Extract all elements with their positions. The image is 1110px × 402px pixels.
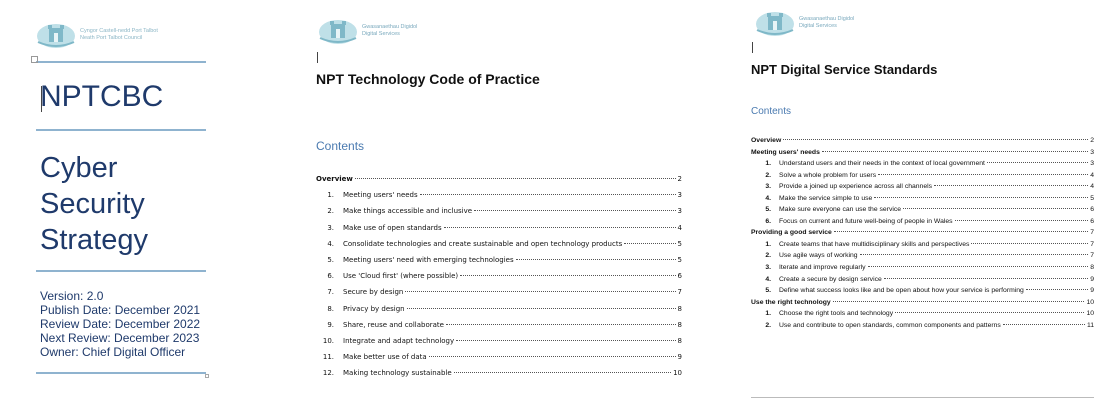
toc-entry-label: Understand users and their needs in the context of local government [779, 160, 985, 168]
logo-text-english: Digital Services [799, 23, 837, 29]
toc-entry[interactable] [316, 337, 682, 353]
toc-entry-number: 1. [765, 310, 771, 318]
toc-entry[interactable] [316, 207, 682, 223]
org-name: NPTCBC [40, 80, 164, 113]
council-logo [36, 20, 158, 50]
toc-page-number: 6 [1090, 206, 1094, 214]
owner: Owner: Chief Digital Officer [40, 345, 186, 359]
toc-entry[interactable] [316, 256, 682, 272]
page-edge [751, 397, 1094, 398]
divider [36, 270, 206, 272]
toc-page-number: 3 [1090, 160, 1094, 168]
toc-entry-number: 1. [765, 240, 771, 248]
toc-page-number: 8 [677, 304, 682, 313]
toc-leader-dots [878, 174, 1088, 175]
toc-leader-dots [420, 194, 676, 195]
toc-page-number: 4 [1090, 171, 1094, 179]
toc-entry-number: 3. [327, 223, 334, 232]
toc-page-number: 5 [677, 239, 682, 248]
toc-entry-number: 8. [327, 304, 334, 313]
toc-entry-number: 12. [322, 369, 334, 378]
toc-entry[interactable] [751, 287, 1094, 299]
toc-leader-dots [987, 162, 1088, 163]
toc-page-number: 7 [677, 288, 682, 297]
toc-leader-dots [460, 275, 675, 276]
toc-entry-number: 4. [327, 239, 334, 248]
toc-entry-label: Define what success looks like and be open about how your service is performing [779, 287, 1024, 295]
toc-leader-dots [456, 340, 675, 341]
toc-leader-dots [895, 312, 1084, 313]
digital-services-logo [318, 16, 417, 46]
toc-entry[interactable] [751, 276, 1094, 288]
title-line: Cyber [40, 152, 118, 184]
toc-page-number: 3 [1090, 148, 1094, 156]
toc-leader-dots [903, 208, 1088, 209]
toc-entry-label: Solve a whole problem for users [779, 171, 877, 179]
toc-page-number: 6 [677, 272, 682, 281]
toc-leader-dots [860, 254, 1089, 255]
toc-page-number: 6 [1090, 217, 1094, 225]
toc-entry-label: Make things accessible and inclusive [343, 207, 473, 216]
toc-entry-label: Use agile ways of working [779, 252, 858, 260]
toc-leader-dots [1026, 289, 1088, 290]
toc-entry[interactable] [316, 321, 682, 337]
toc-leader-dots [934, 185, 1088, 186]
toc-leader-dots [446, 324, 676, 325]
technology-code-of-practice-page [300, 0, 700, 402]
toc-entry-number: 6. [327, 272, 334, 281]
toc-entry-number: 5. [327, 255, 334, 264]
toc-page-number: 4 [1090, 183, 1094, 191]
toc-entry[interactable] [751, 183, 1094, 195]
toc-entry-number: 9. [327, 320, 334, 329]
toc-entry-number: 3. [765, 264, 771, 272]
toc-entry-number: 1. [327, 191, 334, 200]
logo-text-welsh: Gwasanaethau Digidol [799, 16, 855, 22]
review-date: Review Date: December 2022 [40, 317, 201, 331]
toc-leader-dots [405, 291, 675, 292]
toc-page-number: 9 [677, 353, 682, 362]
toc-leader-dots [429, 356, 676, 357]
toc-entry-label: Privacy by design [343, 304, 405, 313]
toc-page-number: 10 [1086, 298, 1094, 306]
toc-entry-number: 4. [765, 194, 771, 202]
toc-entry-label: Making technology sustainable [343, 369, 452, 378]
page-title: NPT Digital Service Standards [751, 62, 938, 77]
toc-page-number: 10 [673, 369, 682, 378]
toc-entry[interactable] [316, 240, 682, 256]
toc-entry-number: 2. [765, 171, 771, 179]
castle-logo-icon [755, 8, 795, 38]
toc-entry[interactable] [751, 206, 1094, 218]
toc-entry-label: Provide a joined up experience across all channels [779, 183, 933, 191]
logo-text-english: Neath Port Talbot Council [80, 35, 143, 41]
toc-entry-label: Overview [316, 175, 353, 183]
publish-date: Publish Date: December 2021 [40, 303, 201, 317]
toc-page-number: 7 [1090, 240, 1094, 248]
toc-page-number: 7 [1090, 229, 1094, 237]
toc-leader-dots [868, 266, 1089, 267]
title-line: Security [40, 188, 145, 220]
toc-leader-dots [454, 372, 671, 373]
toc-entry-number: 1. [765, 160, 771, 168]
text-cursor [317, 52, 318, 63]
table-move-handle-icon[interactable] [31, 56, 38, 63]
page-title: NPT Technology Code of Practice [316, 71, 540, 87]
toc-entry-label: Focus on current and future well-being of people in Wales [779, 217, 953, 225]
toc-entry-label: Iterate and improve regularly [779, 264, 866, 272]
toc-entry[interactable] [751, 218, 1094, 230]
toc-entry[interactable] [751, 160, 1094, 172]
toc-entry-label: Use and contribute to open standards, common components and patterns [779, 321, 1001, 329]
toc-entry[interactable] [751, 241, 1094, 253]
toc-entry-label: Use 'Cloud first' (where possible) [343, 272, 459, 281]
toc-entry[interactable] [316, 191, 682, 207]
toc-entry-label: Choose the right tools and technology [779, 310, 894, 318]
toc-entry-number: 5. [765, 287, 771, 295]
toc-entry-label: Make the service simple to use [779, 194, 873, 202]
table-of-contents [316, 175, 682, 385]
toc-entry-label: Share, reuse and collaborate [343, 320, 444, 329]
toc-section-entry[interactable] [751, 149, 1094, 161]
toc-entry[interactable] [316, 272, 682, 288]
toc-entry[interactable] [751, 310, 1094, 322]
toc-leader-dots [1003, 324, 1085, 325]
toc-entry[interactable] [751, 322, 1094, 334]
toc-entry[interactable] [316, 353, 682, 369]
toc-page-number: 10 [1086, 310, 1094, 318]
toc-page-number: 5 [1090, 194, 1094, 202]
toc-leader-dots [834, 231, 1088, 232]
toc-entry-label: Create teams that have multidisciplinary skills and perspectives [779, 240, 970, 248]
toc-entry[interactable] [751, 264, 1094, 276]
toc-page-number: 9 [1090, 287, 1094, 295]
toc-entry[interactable] [751, 252, 1094, 264]
toc-entry-label: Consolidate technologies and create sustainable and open technology products [343, 239, 623, 248]
toc-entry-number: 2. [765, 252, 771, 260]
toc-entry-label: Make better use of data [343, 353, 427, 362]
table-of-contents [751, 137, 1094, 333]
toc-entry-label: Make use of open standards [343, 223, 442, 232]
toc-entry-label: Meeting users' need with emerging technologies [343, 255, 514, 264]
toc-page-number: 5 [677, 255, 682, 264]
toc-entry-number: 5. [765, 206, 771, 214]
logo-text-welsh: Cyngor Castell-nedd Port Talbot [80, 28, 158, 34]
contents-heading: Contents [751, 106, 792, 117]
document-title [40, 150, 148, 258]
document-metadata [40, 289, 200, 359]
version: Version: 2.0 [40, 289, 104, 303]
toc-entry-label: Providing a good service [751, 229, 832, 237]
toc-entry-label: Integrate and adapt technology [343, 336, 455, 345]
toc-entry-number: 10. [322, 336, 334, 345]
toc-entry[interactable] [316, 224, 682, 240]
toc-leader-dots [971, 243, 1088, 244]
castle-logo-icon [36, 20, 76, 50]
toc-page-number: 2 [677, 175, 682, 183]
toc-entry-label: Make sure everyone can use the service [779, 206, 902, 214]
toc-entry[interactable] [751, 172, 1094, 184]
toc-leader-dots [833, 301, 1085, 302]
toc-page-number: 3 [677, 191, 682, 200]
toc-leader-dots [624, 243, 675, 244]
toc-page-number: 8 [1090, 264, 1094, 272]
toc-page-number: 8 [677, 336, 682, 345]
toc-page-number: 4 [677, 223, 682, 232]
toc-entry[interactable] [316, 305, 682, 321]
divider [36, 129, 206, 131]
digital-services-logo [755, 8, 854, 38]
cyber-security-strategy-cover [0, 0, 290, 402]
toc-leader-dots [884, 278, 1088, 279]
logo-text-english: Digital Services [362, 31, 400, 37]
toc-section-entry[interactable] [751, 137, 1094, 149]
toc-leader-dots [474, 210, 675, 211]
toc-entry-label: Meeting users' needs [343, 191, 418, 200]
toc-entry-number: 6. [765, 217, 771, 225]
toc-page-number: 8 [677, 320, 682, 329]
toc-entry-number: 11. [322, 353, 334, 362]
toc-page-number: 2 [1090, 137, 1094, 144]
toc-leader-dots [444, 227, 676, 228]
toc-entry-label: Use the right technology [751, 298, 831, 306]
castle-logo-icon [318, 16, 358, 46]
toc-entry-number: 2. [327, 207, 334, 216]
toc-entry-label: Create a secure by design service [779, 275, 882, 283]
toc-leader-dots [955, 220, 1089, 221]
toc-leader-dots [407, 308, 676, 309]
toc-entry-number: 7. [327, 288, 334, 297]
toc-entry-number: 2. [765, 321, 771, 329]
toc-entry-label: Meeting users' needs [751, 148, 820, 156]
text-cursor [752, 42, 753, 53]
toc-entry[interactable] [316, 175, 682, 191]
contents-heading: Contents [316, 139, 365, 153]
toc-entry[interactable] [751, 195, 1094, 207]
toc-page-number: 9 [1090, 275, 1094, 283]
toc-leader-dots [516, 259, 676, 260]
toc-page-number: 11 [1086, 321, 1094, 329]
logo-text-welsh: Gwasanaethau Digidol [362, 24, 418, 30]
toc-entry-label: Secure by design [343, 288, 404, 297]
toc-section-entry[interactable] [751, 299, 1094, 311]
toc-leader-dots [783, 139, 1088, 140]
toc-entry-number: 3. [765, 183, 771, 191]
toc-leader-dots [822, 151, 1088, 152]
next-review: Next Review: December 2023 [40, 331, 200, 345]
divider [36, 372, 206, 374]
divider [36, 61, 206, 63]
toc-entry[interactable] [316, 369, 682, 385]
toc-leader-dots [874, 197, 1088, 198]
toc-entry-number: 4. [765, 275, 771, 283]
toc-leader-dots [355, 178, 676, 179]
toc-page-number: 3 [677, 207, 682, 216]
toc-page-number: 7 [1090, 252, 1094, 260]
title-line: Strategy [40, 224, 148, 256]
table-resize-handle-icon[interactable] [205, 374, 209, 378]
toc-section-entry[interactable] [751, 229, 1094, 241]
toc-entry[interactable] [316, 288, 682, 304]
digital-service-standards-page [745, 0, 1110, 402]
toc-entry-label: Overview [751, 137, 782, 144]
